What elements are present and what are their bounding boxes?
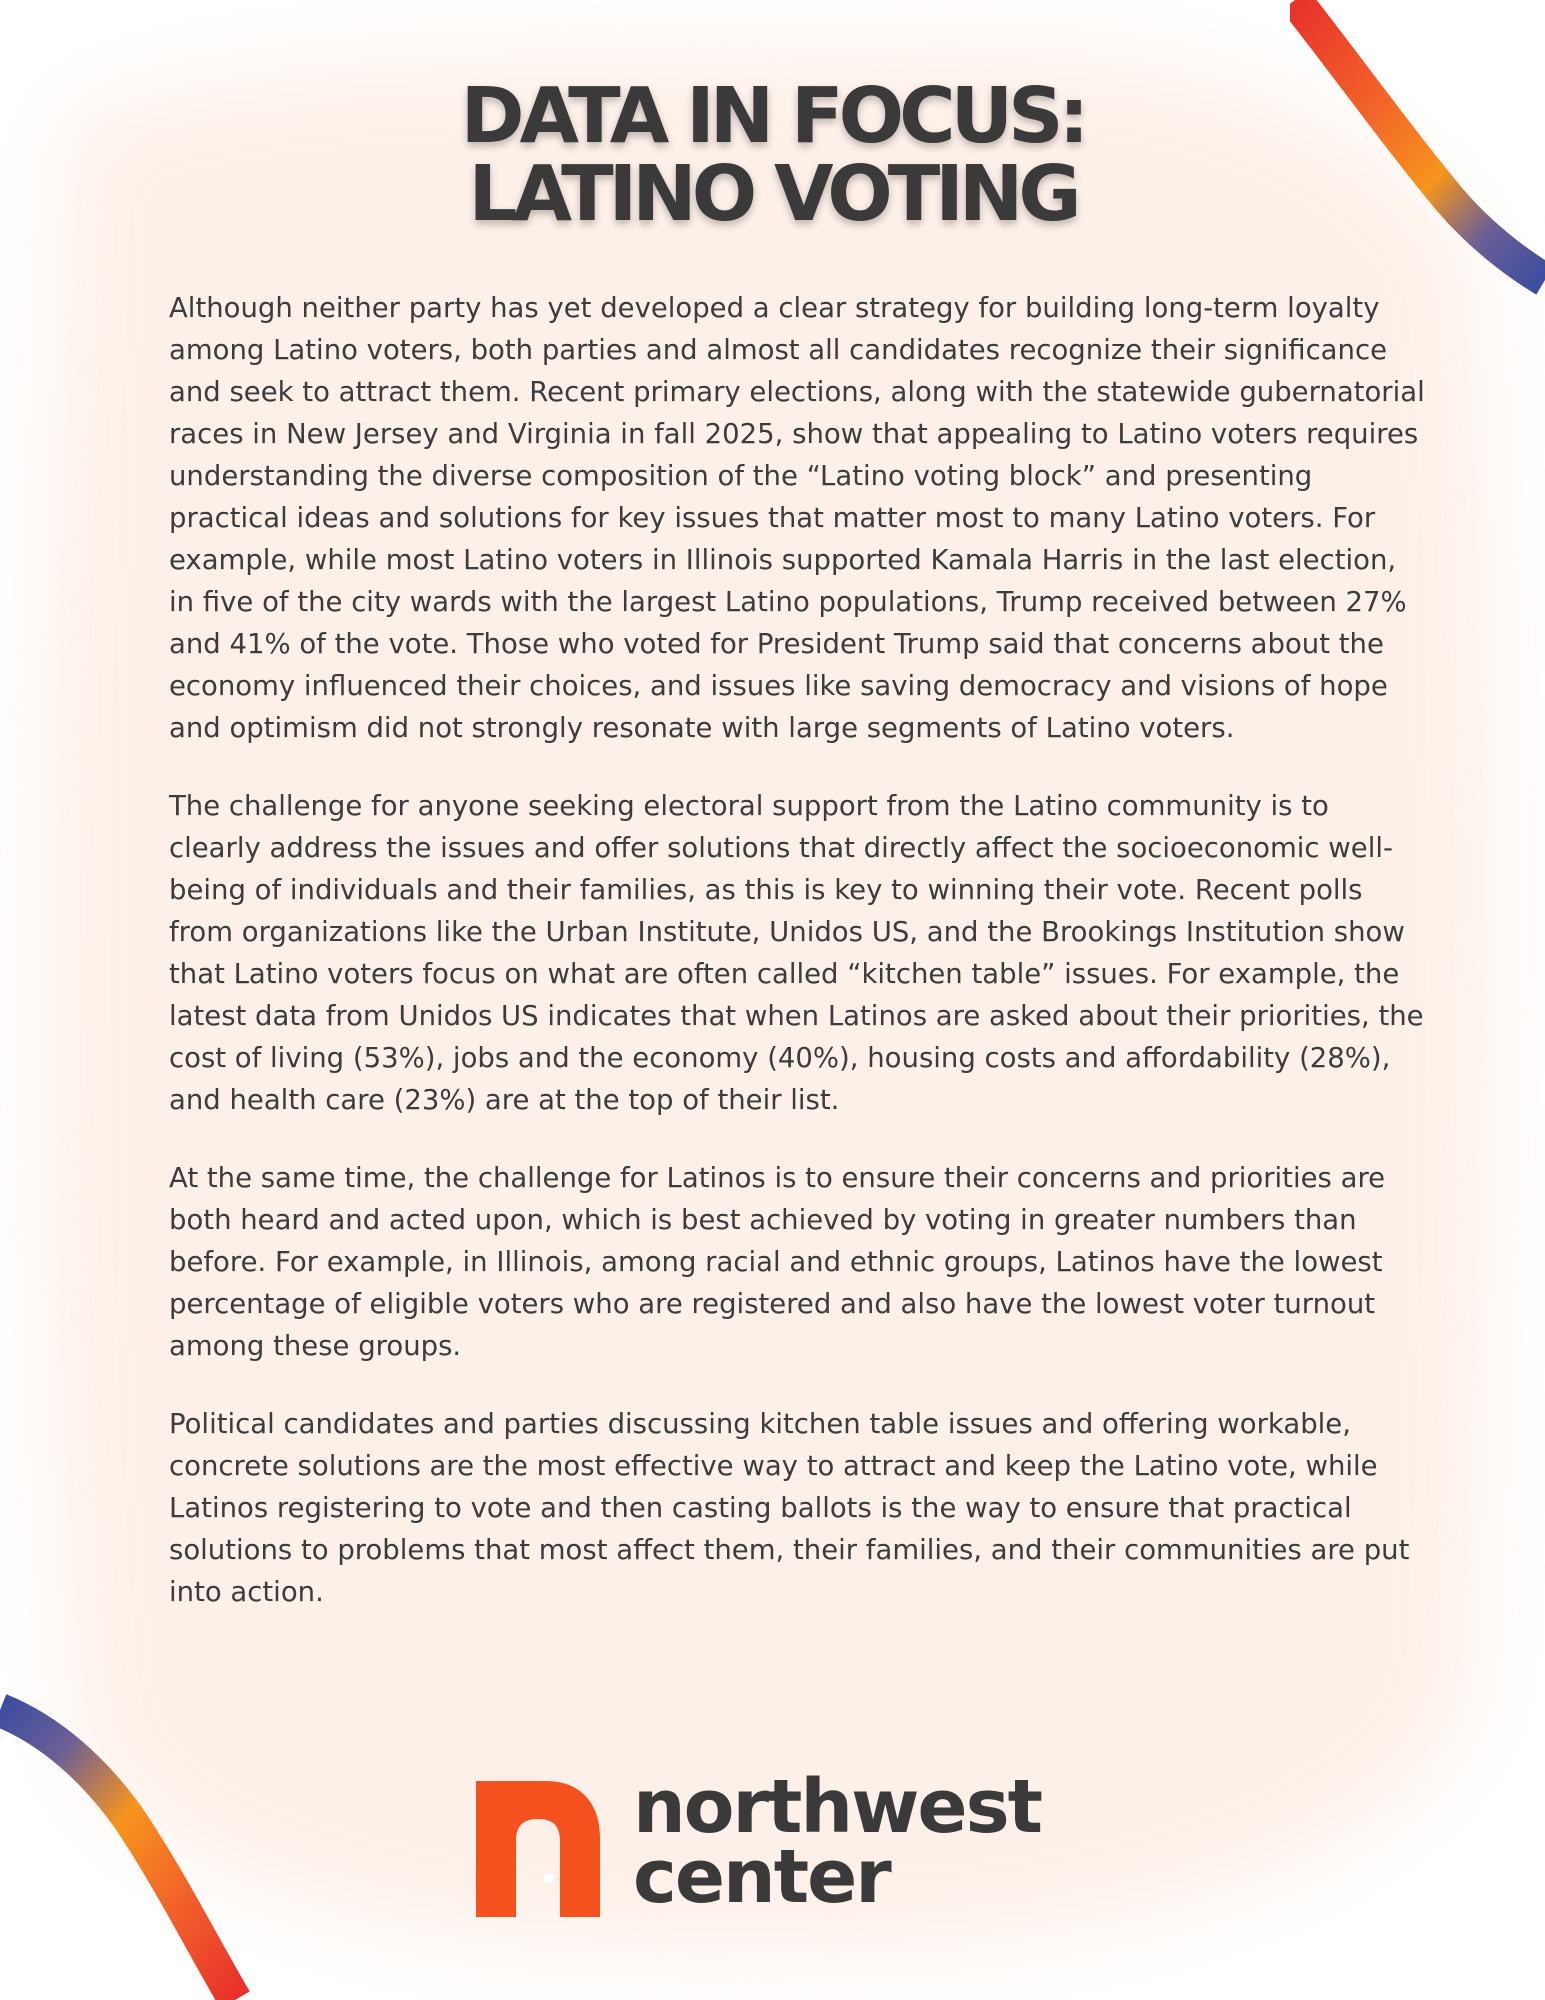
paragraph-4: Political candidates and parties discussing kitchen table issues and offering workable, concrete solutions are the most effective way to attract and keep the Latino vote, while Latinos registering to vote and then casting ballots is the way to ensure that practical solutions to problems that most affect them, their families, and their communities are put into action. xyxy=(169,1408,1410,1608)
paragraph-2: The challenge for anyone seeking electoral support from the Latino community is to clearly address the issues and offer solutions that directly affect the socioeconomic well-being of individuals and their families, as this is key to winning their vote. Recent polls from organizations like the Urban Institute, Unidos US, and the Brookings Institution show that Latino voters focus on what are often called “kitchen table” issues. For example, the latest data from Unidos US indicates that when Latinos are asked about their priorities, the cost of living (53%), jobs and the economy (40%), housing costs and affordability (28%), and health care (23%) are at the top of their list. xyxy=(169,790,1424,1116)
page-title xyxy=(0,72,1545,239)
logo-dot xyxy=(543,1872,555,1884)
paragraph-3: At the same time, the challenge for Latinos is to ensure their concerns and priorities are both heard and acted upon, which is best achieved by voting in greater numbers than before. For example, in Illinois, among racial and ethnic groups, Latinos have the lowest percentage of eligible voters who are registered and also have the lowest voter turnout among these groups. xyxy=(169,1162,1386,1362)
page-title-line2: LATINO VOTING xyxy=(468,150,1077,239)
logo-wordmark-line1: northwest xyxy=(633,1764,1042,1850)
page-title-line1: DATA IN FOCUS: xyxy=(460,72,1085,161)
logo-wordmark-line2: center xyxy=(633,1834,890,1920)
paragraph-1: Although neither party has yet developed a clear strategy for building long-term loyalty among Latino voters, both parties and almost all candidates recognize their significance and seek to attract them. Recent primary elections, along with the statewide gubernatorial races in New Jersey and Virginia in fall 2025, show that appealing to Latino voters requires understanding the diverse composition of the “Latino voting block” and presenting practical ideas and solutions for key issues that matter most to many Latino voters. For example, while most Latino voters in Illinois supported Kamala Harris in the last election, in five of the city wards with the largest Latino populations, Trump received between 27% and 41% of the vote. Those who voted for President Trump said that concerns about the economy influenced their choices, and issues like saving democracy and visions of hope and optimism did not strongly resonate with large segments of Latino voters. xyxy=(169,292,1425,744)
logo-wordmark xyxy=(633,1764,1042,1920)
logo-n-icon xyxy=(476,1781,601,1917)
article-body xyxy=(169,287,1429,1649)
decorative-stripe-bottom-left xyxy=(0,1690,260,2000)
northwest-center-logo xyxy=(476,1764,1076,1920)
